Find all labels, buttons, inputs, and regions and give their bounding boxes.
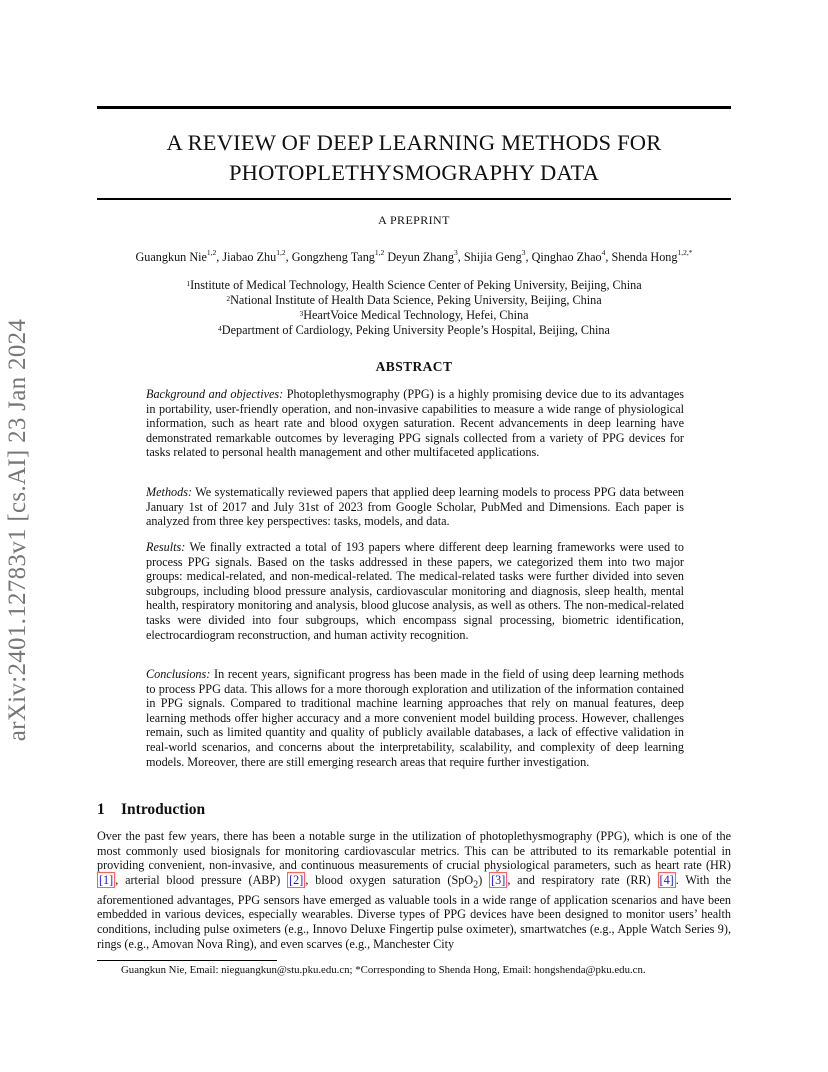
results-text: We finally extracted a total of 193 papers where different deep learning frameworks were used to process PPG signals. Based on the tasks addressed in these papers, we categorized them into two major groups: medical-related, and non-medical-related. The medical-related tasks were further divided into seven subgroups, including blood pressure analysis, cardiovascular monitoring and diagnosis, sleep health, mental health, respiratory monitoring and analysis, blood glucose analysis, as well as others. The non-medical-related tasks were divided into four subgroups, which encompass signal processing, biometric identification, electrocardiogram reconstruction, and human activity recognition. — [146, 540, 685, 642]
affiliation-4: $^4$Department of Cardiology, Peking University People’s Hospital, Beijing, China — [218, 323, 610, 337]
author-affil-mark: 3 — [454, 248, 458, 257]
author-affil-mark: 1,2,* — [677, 248, 693, 257]
author-affil-mark: 4 — [601, 248, 606, 257]
author-affil-mark: 1,2 — [276, 248, 286, 257]
title-line-2: PHOTOPLETHYSMOGRAPHY DATA — [228, 160, 600, 185]
title-top-rule — [97, 106, 731, 109]
title-bottom-rule — [97, 198, 731, 200]
abstract-methods — [146, 485, 684, 529]
footnote: Guangkun Nie, Email: nieguangkun@stu.pku.edu.cn; *Corresponding to Shenda Hong, Email: hongshenda@pku.edu.cn. — [121, 964, 646, 976]
abstract-results — [146, 540, 684, 642]
author-separator: , — [525, 250, 532, 264]
author-separator: , — [605, 250, 612, 264]
author-separator: , — [457, 250, 464, 264]
author-name: Qinghao Zhao — [531, 250, 602, 264]
author-list — [60, 250, 768, 265]
footnote-rule — [97, 960, 277, 961]
results-label: Results: — [146, 540, 186, 554]
author-separator: , — [216, 250, 223, 264]
title-line-1: A REVIEW OF DEEP LEARNING METHODS FOR — [166, 130, 662, 155]
section-title: Introduction — [121, 801, 206, 818]
affiliation-1: $^1$Institute of Medical Technology, Health Science Center of Peking University, Beijing, China — [186, 278, 642, 292]
intro-paragraph: Over the past few years, there has been a notable surge in the utilization of photoplethysmography (PPG), which is one of the most commonly used biosignals for monitoring cardiovascular metrics. This can be attributed to its remarkable potential in providing convenient, non-invasive, and continuous measurements of crucial physiological parameters, such as heart rate (HR) [1] , arterial blood pressure (ABP) [2] , blood oxygen saturation (SpO$_2$) [3] , and respiratory rate (RR) [4] . With the aforementioned advantages, PPG sensors have emerged as valuable tools in a wide range of application scenarios and have been embedded in various devices, especially wearables. Diverse types of PPG devices have been designed to monitor users’ health conditions, including pulse oximeters (e.g., Innovo Deluxe Fingertip pulse oximeter), smartwatches (e.g., Apple Watch Series 9), rings (e.g., Amovan Nova Ring), and even scarves (e.g., Manchester City — [97, 829, 732, 951]
affiliation-3: $^3$HeartVoice Medical Technology, Hefei, China — [299, 308, 529, 322]
citation-link[interactable]: [1] — [99, 872, 114, 887]
abstract-conclusions — [146, 667, 684, 769]
paper-title — [97, 128, 731, 188]
author-name: Deyun Zhang — [387, 250, 454, 264]
preprint-label: A PREPRINT — [378, 213, 450, 227]
background-text: Photoplethysmography (PPG) is a highly promising device due to its advantages in portability, user-friendly operation, and non-invasive capabilities to measure a wide range of physiological information, such as heart rate and blood oxygen saturation. Recent advancements in deep learning have demonstrated remarkable outcomes by leveraging PPG signals collected from a variety of PPG devices for tasks related to personal health management and other multifaceted applications. — [146, 387, 684, 460]
author-affil-mark: 1,2 — [206, 248, 217, 257]
section-heading — [97, 801, 205, 819]
author-affil-mark: 3 — [521, 248, 526, 257]
affiliations — [97, 278, 731, 338]
affiliation-2: $^2$National Institute of Health Data Science, Peking University, Beijing, China — [226, 293, 602, 307]
conclusions-text: In recent years, significant progress has been made in the field of using deep learning methods to process PPG data. This allows for a more thorough exploration and utilization of the information contained in PPG signals. Compared to traditional machine learning approaches that rely on manual features, deep learning methods offer higher accuracy and a more convenient model building process. However, challenges remain, such as limited quantity and quality of publicly available databases, a lack of effective validation in real-world scenarios, and concerns about the interpretability, scalability, and complexity of deep learning models. Moreover, there are still emerging research areas that require further investigation. — [146, 667, 684, 769]
author-name: Jiabao Zhu — [222, 250, 277, 264]
author-name: Shijia Geng — [463, 250, 522, 264]
author-name: Gongzheng Tang — [291, 250, 375, 264]
section-number: 1 — [97, 801, 105, 818]
methods-text: We systematically reviewed papers that applied deep learning models to process PPG data between January 1st of 2017 and July 31st of 2023 from Google Scholar, PubMed and Dimensions. Each paper is analyzed from three key perspectives: tasks, models, and data. — [146, 485, 684, 529]
author-name: Guangkun Nie — [135, 250, 207, 264]
author-name: Shenda Hong — [611, 250, 678, 264]
citation-link[interactable]: [2] — [289, 872, 304, 887]
author-affil-mark: 1,2 — [374, 248, 385, 257]
abstract-background — [146, 387, 684, 460]
citation-link[interactable]: [3] — [491, 872, 506, 887]
citation-link[interactable]: [4] — [659, 872, 674, 887]
background-label: Background and objectives: — [146, 387, 284, 401]
conclusions-label: Conclusions: — [146, 667, 211, 681]
arxiv-identifier-text: arXiv:2401.12783v1 [cs.AI] 23 Jan 2024 — [4, 318, 31, 742]
author-separator: , — [285, 250, 292, 264]
methods-label: Methods: — [146, 485, 193, 499]
abstract-heading: ABSTRACT — [375, 359, 453, 374]
